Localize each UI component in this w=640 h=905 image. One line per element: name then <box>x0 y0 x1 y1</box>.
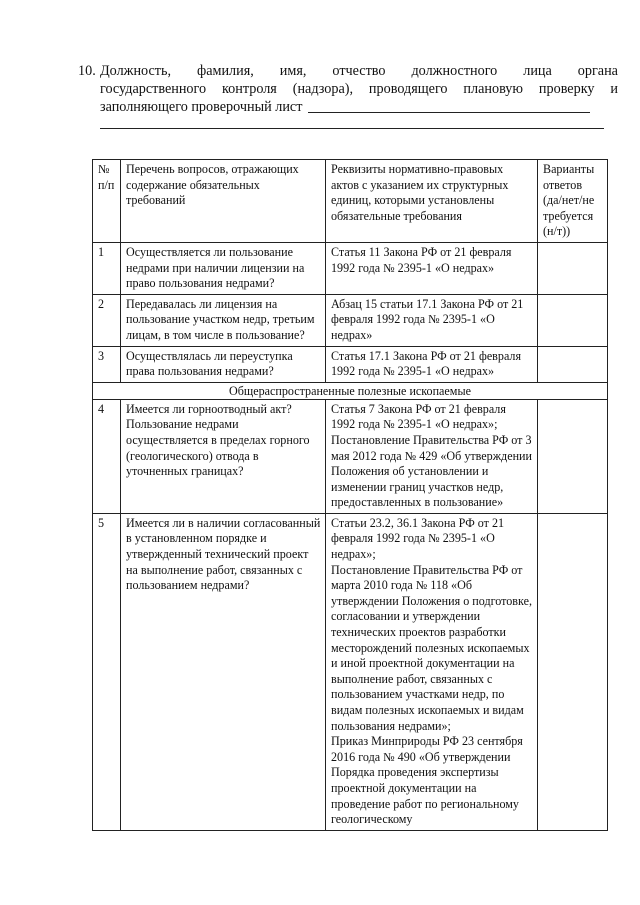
header-reference: Реквизиты нормативно-правовых актов с указанием их структурных единиц, которыми установлены обязательные требования <box>326 160 538 243</box>
word: органа <box>577 63 618 79</box>
row-reference: Статья 7 Закона РФ от 21 февраля 1992 года № 2395-1 «О недрах»; Постановление Правительства РФ от 3 мая 2012 года № 429 «Об утверждении Положения об установлении и изменении границ участков недр, предоставленных в пользование» <box>326 399 538 513</box>
item-10-official-info <box>78 62 618 129</box>
word: Должность, <box>100 63 172 79</box>
row-question: Имеется ли горноотводный акт? Пользование недрами осуществляется в пределах горного (геологического) отвода в уточненных границах? <box>121 399 326 513</box>
table-row <box>93 346 608 382</box>
item-number: 10. <box>78 63 96 79</box>
word: лица <box>523 63 552 79</box>
row-num: 4 <box>93 399 121 513</box>
row-reference: Статья 11 Закона РФ от 21 февраля 1992 года № 2395-1 «О недрах» <box>326 242 538 294</box>
header-num: № п/п <box>93 160 121 243</box>
fill-in-line[interactable] <box>100 128 604 129</box>
word: должностного <box>411 63 498 79</box>
table-row <box>93 242 608 294</box>
row-answer-cell[interactable] <box>538 294 608 346</box>
row-reference: Статья 17.1 Закона РФ от 21 февраля 1992 года № 2395-1 «О недрах» <box>326 346 538 382</box>
item-line-3-text: заполняющего проверочный лист <box>100 99 303 115</box>
checklist-table <box>92 159 608 831</box>
table-row <box>93 399 608 513</box>
row-reference: Статьи 23.2, 36.1 Закона РФ от 21 февраля 1992 года № 2395-1 «О недрах»; Постановление Правительства РФ от марта 2010 года № 118 «Об утверждении Положения о подготовке, согласовании и утверждении технических проектов разработки месторождений полезных ископаемых и иной проектной документации на выполнение работ, связанных с пользованием участками недр, по видам полезных ископаемых и видам пользования недрами»; Приказ Минприроды РФ 23 сентября 2016 года № 490 «Об утверждении Порядка проведения экспертизы проектной документации на проведение работ по региональному геологическому <box>326 513 538 830</box>
row-question: Передавалась ли лицензия на пользование участком недр, третьим лицам, в том числе в пользование? <box>121 294 326 346</box>
row-question: Осуществлялась ли переуступка права пользования недрами? <box>121 346 326 382</box>
row-reference: Абзац 15 статьи 17.1 Закона РФ от 21 февраля 1992 года № 2395-1 «О недрах» <box>326 294 538 346</box>
row-num: 2 <box>93 294 121 346</box>
item-line-1 <box>100 62 618 80</box>
row-answer-cell[interactable] <box>538 513 608 830</box>
row-answer-cell[interactable] <box>538 346 608 382</box>
section-title: Общераспространенные полезные ископаемые <box>93 382 608 399</box>
word: имя, <box>279 63 307 79</box>
row-answer-cell[interactable] <box>538 399 608 513</box>
header-question: Перечень вопросов, отражающих содержание обязательных требований <box>121 160 326 243</box>
row-num: 3 <box>93 346 121 382</box>
table-row <box>93 294 608 346</box>
item-line-2: государственного контроля (надзора), проводящего плановую проверку и <box>100 81 618 97</box>
fill-in-blank[interactable] <box>308 98 590 113</box>
header-answer: Варианты ответов (да/нет/не требуется (н/т)) <box>538 160 608 243</box>
word: отчество <box>332 63 386 79</box>
table-row <box>93 513 608 830</box>
row-num: 1 <box>93 242 121 294</box>
item-line-3 <box>100 98 618 116</box>
row-answer-cell[interactable] <box>538 242 608 294</box>
row-num: 5 <box>93 513 121 830</box>
row-question: Осуществляется ли пользование недрами при наличии лицензии на право пользования недрами? <box>121 242 326 294</box>
word: фамилия, <box>197 63 254 79</box>
row-question: Имеется ли в наличии согласованный в установленном порядке и утвержденный технический проект на выполнение работ, связанных с пользованием недрами? <box>121 513 326 830</box>
section-row <box>93 382 608 399</box>
table-header-row <box>93 160 608 243</box>
